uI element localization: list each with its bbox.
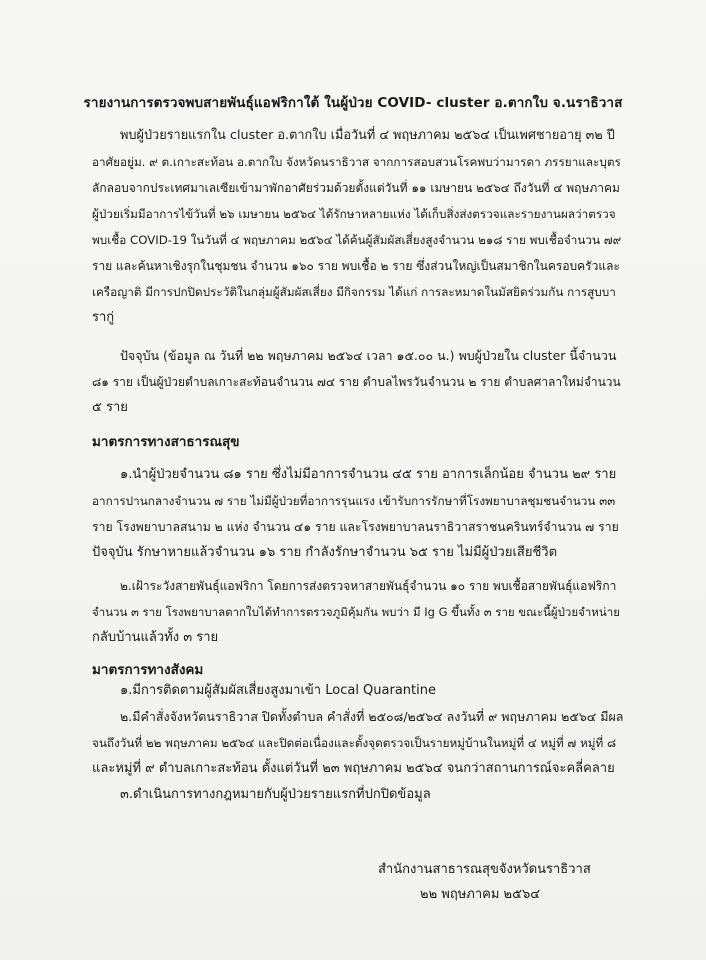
text-line: กลับบ้านแล้วทั้ง ๓ ราย (92, 630, 219, 645)
text-line: ราย และค้นหาเชิงรุกในชุมชน จำนวน ๑๖๐ ราย พบเชื้อ ๒ ราย ซึ่งส่วนใหญ่เป็นสมาชิกในครอบครัวและ (92, 259, 620, 273)
intro-paragraph (92, 123, 624, 331)
text-line: เครือญาติ มีการปกปิดประวัติในกลุ่มผู้สัมผัสเสี่ยง มีกิจกรรม ได้แก่ การละหมาดในมัสยิดร่วมกัน การสูบบา (92, 285, 616, 299)
text-line: ปัจจุบัน รักษาหายแล้วจำนวน ๑๖ ราย กำลังรักษาจำนวน ๖๕ ราย ไม่มีผู้ป่วยเสียชีวิต (92, 545, 558, 560)
public-health-heading: มาตรการทางสาธารณสุข (92, 434, 240, 450)
text-line: ๕ ราย (92, 400, 128, 415)
text-line: ปัจจุบัน (ข้อมูล ณ วันที่ ๒๒ พฤษภาคม ๒๕๖๔ เวลา ๑๕.๐๐ น.) พบผู้ป่วยใน cluster นี้จำนวน (120, 348, 617, 363)
text-line: ๘๑ ราย เป็นผู้ป่วยตำบลเกาะสะท้อนจำนวน ๗๔ ราย ตำบลไพรวันจำนวน ๒ ราย ตำบลศาลาใหม่จำนวน (92, 375, 621, 389)
current-status-paragraph (92, 343, 624, 421)
signature-organization: สำนักงานสาธารณสุขจังหวัดนราธิวาส (378, 862, 591, 877)
text-line: อาศัยอยู่ม. ๙ ต.เกาะสะท้อน อ.ตากใบ จังหวัดนราธิวาส จากการสอบสวนโรคพบว่ามารดา ภรรยาและบุตร (92, 155, 621, 169)
social-measures-list (92, 678, 624, 808)
text-line: รากู่ (92, 310, 115, 325)
list-item: ๓.ดำเนินการทางกฎหมายกับผู้ป่วยรายแรกที่ปกปิดข้อมูล (120, 787, 431, 802)
text-line: พบเชื้อ COVID-19 ในวันที่ ๔ พฤษภาคม ๒๕๖๔ ได้ค้นผู้สัมผัสเสี่ยงสูงจำนวน ๒๑๘ ราย พบเชื้อจำนวน ๗๙ (92, 233, 622, 247)
text-line: จนถึงวันที่ ๒๒ พฤษภาคม ๒๕๖๔ และปิดต่อเนื่องและตั้งจุดตรวจเป็นรายหมู่บ้านในหมู่ที่ ๔ หมู่ที่ ๗ หมู่ที่ ๘ (92, 736, 617, 750)
text-line: ผู้ป่วยเริ่มมีอาการไข้วันที่ ๒๖ เมษายน ๒๕๖๔ ได้รักษาหลายแห่ง ได้เก็บสิ่งส่งตรวจและรายงานผลว่าตรวจ (92, 207, 616, 221)
text-line: ๑.นำผู้ป่วยจำนวน ๘๑ ราย ซึ่งไม่มีอาการจำนวน ๔๕ ราย อาการเล็กน้อย จำนวน ๒๙ ราย (120, 467, 617, 482)
list-item: ๒.มีคำสั่งจังหวัดนราธิวาส ปิดทั้งตำบล คำสั่งที่ ๒๕๐๘/๒๕๖๔ ลงวันที่ ๙ พฤษภาคม ๒๕๖๔ มีผล (120, 709, 624, 724)
health-measure-1 (92, 462, 624, 566)
text-line: ราย โรงพยาบาลสนาม ๒ แห่ง จำนวน ๔๑ ราย และโรงพยาบาลนราธิวาสราชนครินทร์จำนวน ๗ ราย (92, 520, 619, 534)
list-item: ๑.มีการติดตามผู้สัมผัสเสี่ยงสูงมาเข้า Local Quarantine (120, 683, 436, 698)
text-line: ลักลอบจากประเทศมาเลเซียเข้ามาพักอาศัยร่วมด้วยตั้งแต่วันที่ ๑๑ เมษายน ๒๕๖๔ ถึงวันที่ ๔ พฤษภาคม (92, 181, 620, 195)
text-line: จำนวน ๓ ราย โรงพยาบาลตากใบได้ทำการตรวจภูมิคุ้มกัน พบว่า มี Ig G ขึ้นทั้ง ๓ ราย ขณะนี้ผู้ป่วยจำหน่าย (92, 605, 620, 619)
health-measure-2 (92, 573, 624, 651)
signature-date: ๒๒ พฤษภาคม ๒๕๖๔ (420, 887, 541, 902)
text-line: พบผู้ป่วยรายแรกใน cluster อ.ตากใบ เมื่อวันที่ ๔ พฤษภาคม ๒๕๖๔ เป็นเพศชายอายุ ๓๒ ปี (120, 128, 615, 143)
text-line: และหมู่ที่ ๙ ตำบลเกาะสะท้อน ตั้งแต่วันที่ ๒๓ พฤษภาคม ๒๕๖๔ จนกว่าสถานการณ์จะคลี่คลาย (92, 761, 615, 776)
text-line: อาการปานกลางจำนวน ๗ ราย ไม่มีผู้ป่วยที่อาการรุนแรง เข้ารับการรักษาที่โรงพยาบาลชุมชนจำนวน ๓๓ (92, 494, 616, 508)
document-title: รายงานการตรวจพบสายพันธุ์แอฟริกาใต้ ในผู้ป่วย COVID- cluster อ.ตากใบ จ.นราธิวาส (83, 95, 623, 111)
text-line: ๒.เฝ้าระวังสายพันธุ์แอฟริกา โดยการส่งตรวจหาสายพันธุ์จำนวน ๑๐ ราย พบเชื้อสายพันธุ์แอฟริกา (120, 579, 617, 593)
social-measures-heading: มาตรการทางสังคม (92, 662, 204, 678)
